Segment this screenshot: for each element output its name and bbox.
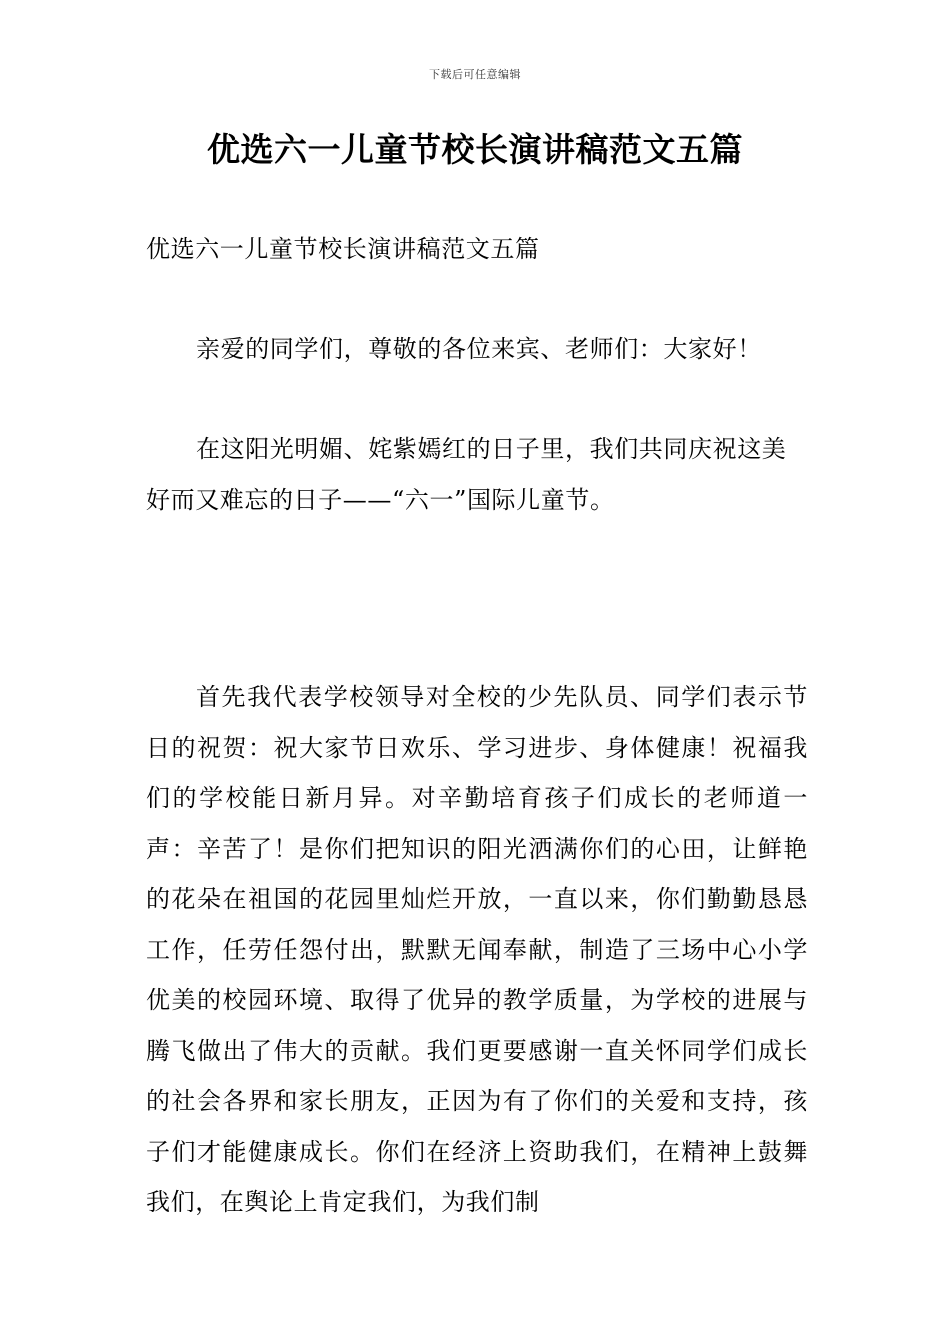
paragraph-greeting: 亲爱的同学们，尊敬的各位来宾、老师们：大家好！ <box>196 335 762 363</box>
paragraph-thanks: 首先我代表学校领导对全校的少先队员、同学们表示节日的祝贺：祝大家节日欢乐、学习进步、身体健康！祝福我们的学校能日新月异。对辛勤培育孩子们成长的老师道一声：辛苦了！是你们把知识的阳光洒满你们的心田，让鲜艳的花朵在祖国的花园里灿烂开放，一直以来，你们勤勤恳恳工作，任劳任怨付出，默默无闻奉献，制造了三场中心小学优美的校园环境、取得了优异的教学质量，为学校的进展与腾飞做出了伟大的贡献。我们更要感谢一直关怀同学们成长的社会各界和家长朋友，正因为有了你们的关爱和支持，孩子们才能健康成长。你们在经济上资助我们，在精神上鼓舞我们，在舆论上肯定我们，为我们制 <box>146 683 808 1216</box>
document-subtitle: 优选六一儿童节校长演讲稿范文五篇 <box>146 235 540 263</box>
header-note: 下载后可任意编辑 <box>429 68 521 81</box>
paragraph-celebration: 在这阳光明媚、姹紫嫣红的日子里，我们共同庆祝这美好而又难忘的日子——“六一”国际儿童节。 <box>146 435 787 514</box>
document-title: 优选六一儿童节校长演讲稿范文五篇 <box>207 130 743 169</box>
